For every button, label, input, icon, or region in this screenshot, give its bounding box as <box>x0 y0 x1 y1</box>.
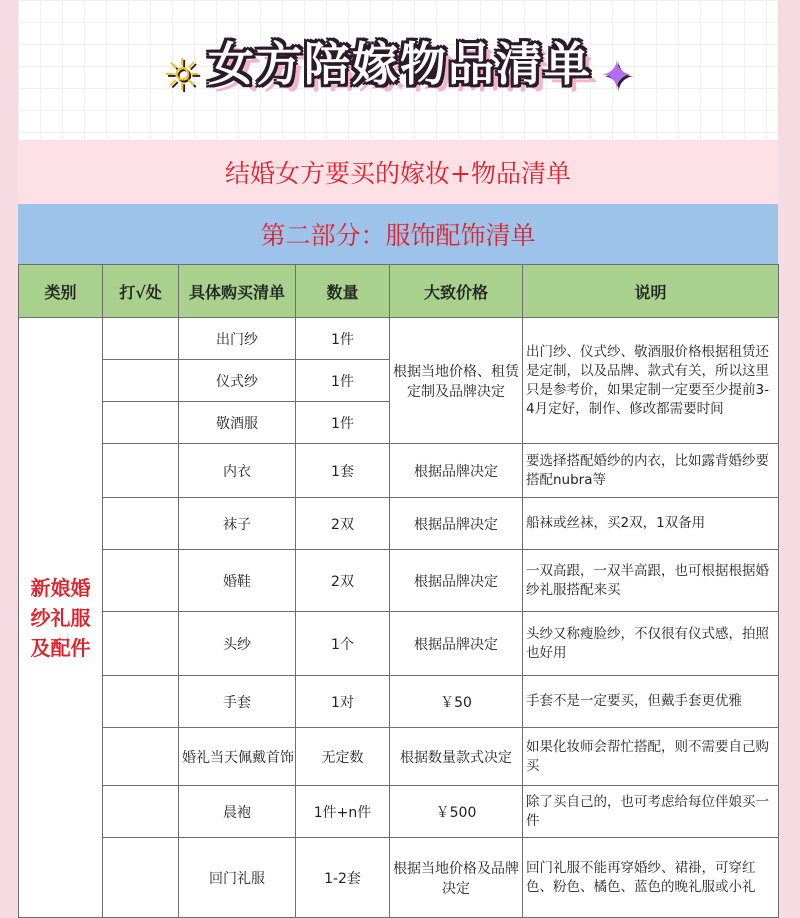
item-cell: 头纱 <box>179 612 296 676</box>
qty-cell: 1个 <box>296 612 390 676</box>
item-cell: 袜子 <box>179 498 296 550</box>
note-cell: 一双高跟，一双半高跟，也可根据根据婚纱礼服搭配来买 <box>523 550 779 612</box>
header-note: 说明 <box>523 265 779 318</box>
table-row <box>19 612 779 676</box>
table-row <box>19 838 779 918</box>
qty-cell: 1件 <box>296 360 390 402</box>
note-cell: 如果化妆师会帮忙搭配，则不需要自己购买 <box>523 728 779 786</box>
header-price: 大致价格 <box>390 265 523 318</box>
item-cell: 出门纱 <box>179 318 296 360</box>
qty-cell: 1-2套 <box>296 838 390 918</box>
item-cell: 敬酒服 <box>179 402 296 444</box>
subtitle-band <box>18 140 778 204</box>
item-cell: 手套 <box>179 676 296 728</box>
checklist-card <box>18 0 778 897</box>
item-cell: 晨袍 <box>179 786 296 838</box>
table-row <box>19 786 779 838</box>
table-header-row <box>19 265 779 318</box>
price-cell: 根据当地价格、租赁定制及品牌决定 <box>390 318 523 444</box>
check-cell[interactable] <box>103 612 179 676</box>
table-row <box>19 676 779 728</box>
note-cell: 头纱又称瘦脸纱，不仅很有仪式感，拍照也好用 <box>523 612 779 676</box>
qty-cell: 2双 <box>296 550 390 612</box>
table-row <box>19 444 779 498</box>
check-cell[interactable] <box>103 838 179 918</box>
header-quantity: 数量 <box>296 265 390 318</box>
sun-icon: ☼ <box>162 50 202 101</box>
price-cell: 根据品牌决定 <box>390 612 523 676</box>
price-cell: 根据品牌决定 <box>390 444 523 498</box>
qty-cell: 无定数 <box>296 728 390 786</box>
check-cell[interactable] <box>103 498 179 550</box>
qty-cell: 1件+n件 <box>296 786 390 838</box>
category-label: 新娘婚纱礼服及配件 <box>30 575 91 660</box>
header-category: 类别 <box>19 265 103 318</box>
table-row <box>19 550 779 612</box>
item-cell: 仪式纱 <box>179 360 296 402</box>
title-banner <box>18 0 778 138</box>
section-band <box>18 204 778 264</box>
page-title: 女方陪嫁物品清单 <box>207 37 592 91</box>
check-cell[interactable] <box>103 728 179 786</box>
qty-cell: 1对 <box>296 676 390 728</box>
check-cell[interactable] <box>103 550 179 612</box>
note-cell: 手套不是一定要买，但戴手套更优雅 <box>523 676 779 728</box>
check-cell[interactable] <box>103 444 179 498</box>
section-title: 第二部分：服饰配饰清单 <box>260 221 536 250</box>
note-cell: 除了买自己的，也可考虑给每位伴娘买一件 <box>523 786 779 838</box>
checklist-table <box>18 264 779 918</box>
check-cell[interactable] <box>103 360 179 402</box>
check-cell[interactable] <box>103 786 179 838</box>
qty-cell: 1件 <box>296 318 390 360</box>
price-cell: 根据品牌决定 <box>390 550 523 612</box>
category-cell <box>19 318 103 918</box>
item-cell: 婚鞋 <box>179 550 296 612</box>
qty-cell: 1套 <box>296 444 390 498</box>
note-cell: 出门纱、仪式纱、敬酒服价格根据租赁还是定制，以及品牌、款式有关，所以这里只是参考价，如果定制一定要至少提前3-4月定好，制作、修改都需要时间 <box>523 318 779 444</box>
sparkle-icon: ✦ <box>599 52 634 99</box>
item-cell: 回门礼服 <box>179 838 296 918</box>
header-item: 具体购买清单 <box>179 265 296 318</box>
price-cell: ￥50 <box>390 676 523 728</box>
table-row <box>19 498 779 550</box>
table-row <box>19 728 779 786</box>
qty-cell: 2双 <box>296 498 390 550</box>
header-check: 打√处 <box>103 265 179 318</box>
price-cell: ￥500 <box>390 786 523 838</box>
table-row <box>19 318 779 360</box>
subtitle: 结婚女方要买的嫁妆+物品清单 <box>225 159 571 188</box>
item-cell: 内衣 <box>179 444 296 498</box>
item-cell: 婚礼当天佩戴首饰 <box>179 728 296 786</box>
qty-cell: 1件 <box>296 402 390 444</box>
price-cell: 根据数量款式决定 <box>390 728 523 786</box>
check-cell[interactable] <box>103 676 179 728</box>
price-cell: 根据当地价格及品牌决定 <box>390 838 523 918</box>
check-cell[interactable] <box>103 318 179 360</box>
note-cell: 要选择搭配婚纱的内衣，比如露背婚纱要搭配nubra等 <box>523 444 779 498</box>
price-cell: 根据品牌决定 <box>390 498 523 550</box>
note-cell: 船袜或丝袜，买2双，1双备用 <box>523 498 779 550</box>
note-cell: 回门礼服不能再穿婚纱、裙褂，可穿红色、粉色、橘色、蓝色的晚礼服或小礼 <box>523 838 779 918</box>
check-cell[interactable] <box>103 402 179 444</box>
